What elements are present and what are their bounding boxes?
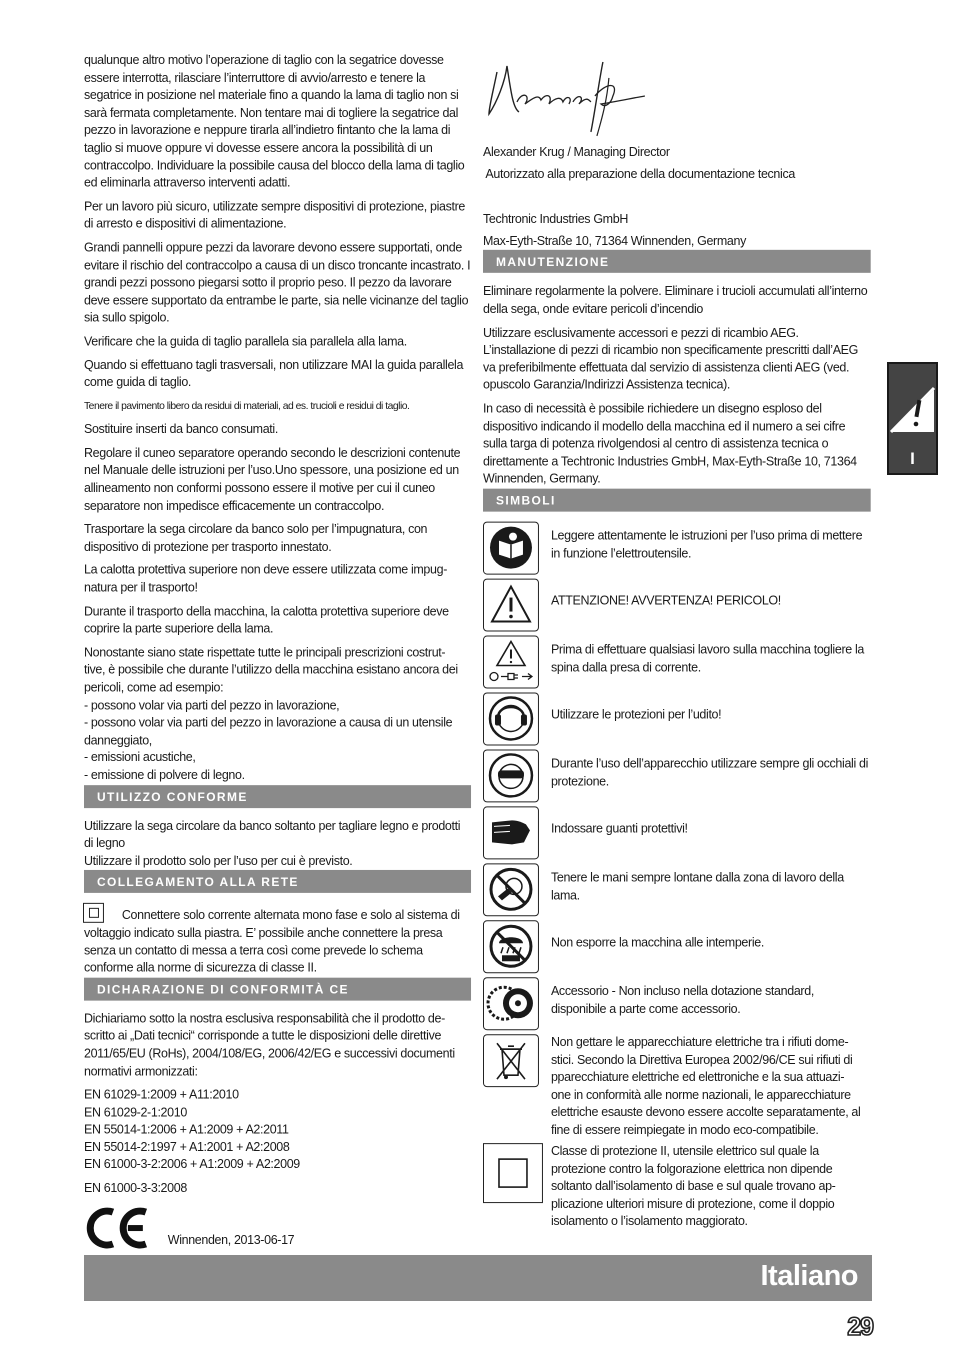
ear-protection-icon <box>483 692 539 745</box>
ce-row <box>84 1206 471 1250</box>
symbol-row <box>483 920 871 976</box>
symbol-row <box>483 1143 871 1231</box>
paragraph <box>84 903 471 977</box>
norm-list: EN 61029-1:2009 + A11:2010 EN 61029-2-1:2010 EN 55014-1:2006 + A1:2009 + A2:2011 EN 55014-2:1997 + A1:2001 + A2:2008 EN 61000-3-2:2006 + A1:2009 + A2:2009 <box>84 1087 300 1172</box>
symbol-row <box>483 806 871 862</box>
symbol-text: Leggere attentamente le istruzioni per l’uso prima di mettere in funzione l’elettroutensile. <box>550 528 863 561</box>
signer-name: Alexander Krug / Managing Director <box>483 144 670 159</box>
symbol-row <box>483 977 871 1033</box>
language-tab <box>887 362 938 475</box>
paragraph: Sostituire inserti da banco consumati. <box>84 422 278 437</box>
symbol-text: Non gettare le apparecchiature elettriche tra i rifiuti dome- stici. Secondo la Direttiva Europea 2002/96/CE sui rifiuti di pparecchiature elettriche ed elettroniche e la sua attuazi- one in conformità alle norme nazionali, le apparecchiature elettriche esauste devono essere accolte separatamente, al fine di essere reimpiegate in modo eco-compatibile. <box>550 1035 861 1138</box>
class-ii-icon <box>483 1143 543 1203</box>
paragraph: Eliminare regolarmente la polvere. Eliminare i trucioli accumulati all’interno della sega, onde evitare pericoli d’incendio <box>483 284 868 316</box>
hands-away-icon <box>483 863 539 916</box>
class-ii-icon <box>83 903 104 923</box>
paragraph: Utilizzare la sega circolare da banco soltanto per tagliare legno e prodotti di legno Utilizzare il prodotto solo per l’uso per cui è previsto. <box>84 818 461 868</box>
paragraph: Regolare il cuneo separatore operando secondo le descrizioni contenute nel Manuale delle istruzioni per l’uso.Uno spessore, una posizione ed un allineamento non conformi possono essere il motive per cui il cuneo separatore non impedisce efficacemente un contraccolpo. <box>84 445 461 513</box>
symbol-row <box>483 1034 871 1142</box>
paragraph: Nonostante siano state rispettate tutte le principali prescrizioni costrut- tive, è possibile che durante l’utilizzo della macchina esistano ancora dei pericoli, come ad esempio: - possono volar via parti del pezzo in lavorazione, - possono volar via parti del pezzo in lavorazione a causa di un utensile danneggiato, - emissioni acustiche, - emissione di polvere di legno. <box>84 645 458 783</box>
read-manual-icon <box>483 522 539 575</box>
signature <box>483 52 871 144</box>
rete-text: Connettere solo corrente alternata mono fase e solo al sistema di voltaggio indicato sulla piastra. E’ possibile anche connettere la presa senza un contatto di messa a terra così come prevede lo schema conforme alla norme di sicurezza di classe II. <box>84 908 460 975</box>
left-column <box>84 52 471 1250</box>
warning-icon <box>483 578 539 631</box>
company-name: Techtronic Industries GmbH <box>483 212 629 227</box>
paragraph: Verificare che la guida di taglio parallela sia parallela alla lama. <box>84 334 407 349</box>
paragraph: qualunque altro motivo l’operazione di taglio con la segatrice dovesse essere interrotta, rilasciare l’interruttore di avvio/arresto e tenere la segatrice in posizione nel materiale fino a quando la lama di taglio non si sarà fermata completamente. Non tentare mai di togliere la segatrice dal pezzo in lavorazione e neppure tirarla all’indietro fintanto che la lama di taglio si muove oppure vi dovesse essere ancora la possibilità di un contraccolpo. Individuare la possibile causa del blocco della lama di taglio ed eliminarla attraverso interventi adatti. <box>84 52 465 190</box>
symbol-text: Prima di effettuare qualsiasi lavoro sulla macchina togliere la spina dalla presa di corrente. <box>550 642 865 675</box>
symbol-list <box>483 522 871 1231</box>
symbol-row <box>483 749 871 805</box>
gloves-icon <box>483 806 539 859</box>
section-header-simboli: SIMBOLI <box>483 489 871 512</box>
paragraph: In caso di necessità è possibile richiedere un disegno esploso del dispositivo indicando il modello della macchina ed il numero a sei cifre sulla targa di potenza rivolgendosi al centro di assistenza tecnica o direttamente a Techtronic Industries GmbH, Max-Eyth-Straße 10, 71364 Winnenden, Germany. <box>483 401 857 486</box>
right-column <box>483 52 871 1232</box>
weee-bin-icon <box>483 1034 539 1087</box>
symbol-row <box>483 578 871 634</box>
paragraph: Quando si effettuano tagli trasversali, non utilizzare MAI la guida parallela come guida di taglio. <box>84 357 464 390</box>
symbol-row <box>483 692 871 748</box>
paragraph: Dichiariamo sotto la nostra esclusiva responsabilità che il prodotto de- scritto ai „Dati tecnici“ corrisponde a tutte le disposizioni delle direttive 2011/65/EU (RoHs), 2004/108/EG, 2006/42/EG e successivi documenti normativi armonizzati: <box>84 1011 455 1078</box>
footer-bar <box>84 1255 872 1301</box>
paragraph: Utilizzare esclusivamente accessori e pezzi di ricambio AEG. L’installazione di pezzi di ricambio non specificamente prescritti dall’AEG va preferibilmente effettuata dal servizio di assistenza clienti AEG (ved. opuscolo Garanzia/Indirizzi Assistenza tecnica). <box>483 325 859 393</box>
paragraph: Trasportare la sega circolare da banco solo per l’impugnatura, con dispositivo di protezione per trasporto innestato. <box>84 522 428 554</box>
symbol-text: Non esporre la macchina alle intemperie. <box>550 935 764 950</box>
symbol-row <box>483 863 871 919</box>
place-date: Winnenden, 2013-06-17 <box>167 1233 295 1248</box>
warning-icon <box>889 370 936 434</box>
section-header-ce: DICHARAZIONE DI CONFORMITÀ CE <box>84 977 471 1000</box>
symbol-text: Utilizzare le protezioni per l’udito! <box>550 707 722 722</box>
symbol-row <box>483 635 871 691</box>
paragraph: Grandi pannelli oppure pezzi da lavorare devono essere supportati, onde evitare il rischio del contraccolpo a causa di un disco troncante incastrato. I grandi pezzi possono piegarsi sotto il proprio peso. Il pezzo da lavorare deve essere supportato da entrambe le parte, sia nelle vicinanze del taglio sia sullo spigolo. <box>84 240 471 325</box>
signer-role: Autorizzato alla preparazione della documentazione tecnica <box>483 166 795 181</box>
symbol-text: ATTENZIONE! AVVERTENZA! PERICOLO! <box>550 593 781 608</box>
section-header-rete: COLLEGAMENTO ALLA RETE <box>84 870 471 893</box>
paragraph: Per un lavoro più sicuro, utilizzate sempre dispositivi di protezione, piastre di arresto e dispositivi di alimentazione. <box>84 199 465 231</box>
norm-last: EN 61000-3-3:2008 <box>84 1181 187 1196</box>
symbol-text: Accessorio - Non incluso nella dotazione standard, disponibile a parte come accessorio. <box>550 984 814 1016</box>
eye-protection-icon <box>483 749 539 802</box>
language-title: Italiano <box>760 1260 858 1292</box>
symbol-text: Classe di protezione II, utensile elettrico sul quale la protezione contro la folgorazione elettrica non dipende soltanto dall’isolamento di base e sul quale trovano ap- plicazione ulteriori misure di protezione, come il doppio isolamento o l’isolamento maggiorato. <box>550 1144 836 1229</box>
no-rain-icon <box>483 920 539 973</box>
symbol-text: Indossare guanti protettivi! <box>550 821 688 836</box>
signature-image <box>483 52 653 144</box>
section-header-manutenzione: MANUTENZIONE <box>483 250 871 273</box>
symbol-text: Durante l’uso dell’apparecchio utilizzare sempre gli occhiali di protezione. <box>550 756 869 788</box>
paragraph: Durante il trasporto della macchina, la calotta protettiva superiore deve coprire la parte superiore della lama. <box>84 604 449 636</box>
section-header-utilizzo: UTILIZZO CONFORME <box>84 785 471 808</box>
page-number: 29 <box>847 1313 873 1341</box>
symbol-row <box>483 522 871 578</box>
company-address: Max-Eyth-Straße 10, 71364 Winnenden, Germany <box>483 233 747 248</box>
symbol-text: Tenere le mani sempre lontane dalla zona di lavoro della lama. <box>550 870 844 902</box>
accessory-blades-icon <box>483 977 539 1030</box>
unplug-icon <box>483 635 539 688</box>
paragraph: La calotta protettiva superiore non deve essere utilizzata come impug- natura per il trasporto! <box>84 563 447 595</box>
ce-mark-icon <box>84 1206 150 1250</box>
paragraph: Tenere il pavimento libero da residui di materiali, ad es. trucioli e residui di taglio. <box>84 400 410 412</box>
language-letter: I <box>910 449 915 468</box>
